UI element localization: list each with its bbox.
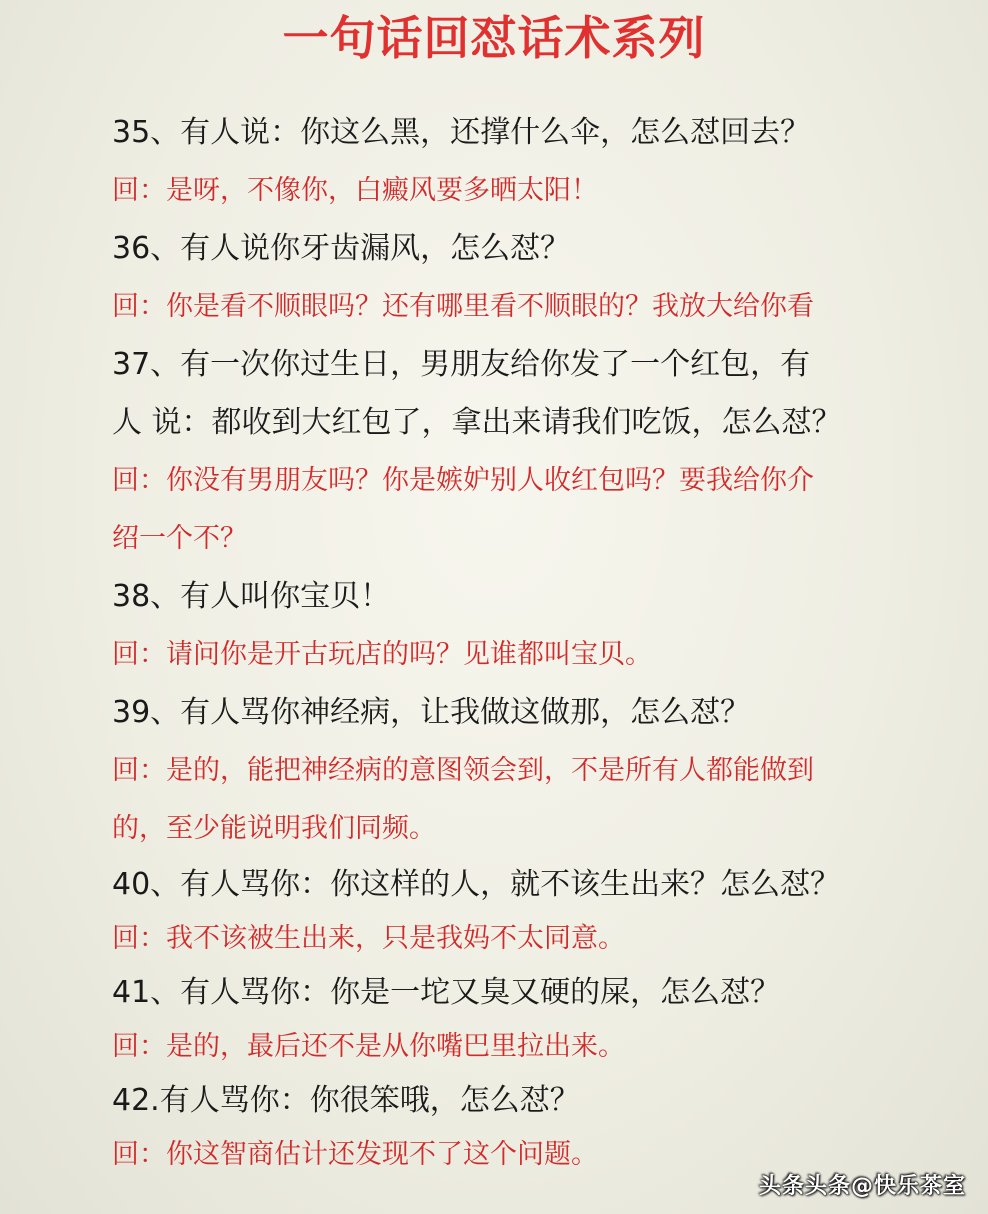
question-40-line: 40、有人骂你：你这样的人，就不该生出来？怎么怼？: [112, 867, 841, 902]
question-41-line: 41、有人骂你：你是一坨又臭又硬的屎，怎么怼？: [112, 975, 781, 1010]
answer-38-line: 回：请问你是开古玩店的吗？见谁都叫宝贝。: [112, 639, 652, 670]
question-37-line-2: 人 说：都收到大红包了，拿出来请我们吃饭，怎么怼？: [112, 405, 842, 440]
page-title: 一句话回怼话术系列: [282, 11, 706, 65]
answer-36-line: 回：你是看不顺眼吗？还有哪里看不顺眼的？我放大给你看: [112, 291, 814, 322]
question-37-line-1: 37、有一次你过生日，男朋友给你发了一个红包，有: [112, 347, 811, 382]
question-42-line: 42.有人骂你：你很笨哦，怎么怼？: [112, 1083, 580, 1118]
answer-37-line-1: 回：你没有男朋友吗？你是嫉妒别人收红包吗？要我给你介: [112, 465, 814, 496]
answer-41-line: 回：是的，最后还不是从你嘴巴里拉出来。: [112, 1031, 625, 1062]
answer-39-line-2: 的，至少能说明我们同频。: [112, 813, 436, 844]
question-39-line: 39、有人骂你神经病，让我做这做那，怎么怼？: [112, 695, 751, 730]
question-35-line: 35、有人说：你这么黑，还撑什么伞，怎么怼回去？: [112, 115, 811, 150]
answer-35-line: 回：是呀，不像你，白癜风要多晒太阳！: [112, 175, 598, 206]
question-36-line: 36、有人说你牙齿漏风，怎么怼？: [112, 231, 571, 266]
watermark: 头条头条@快乐茶室: [758, 1174, 966, 1199]
answer-37-line-2: 绍一个不？: [112, 523, 247, 554]
question-38-line: 38、有人叫你宝贝！: [112, 579, 391, 614]
answer-39-line-1: 回：是的，能把神经病的意图领会到，不是所有人都能做到: [112, 755, 814, 786]
qa-list: [112, 104, 872, 1182]
answer-42-line: 回：你这智商估计还发现不了这个问题。: [112, 1139, 598, 1170]
answer-40-line: 回：我不该被生出来，只是我妈不太同意。: [112, 923, 625, 954]
